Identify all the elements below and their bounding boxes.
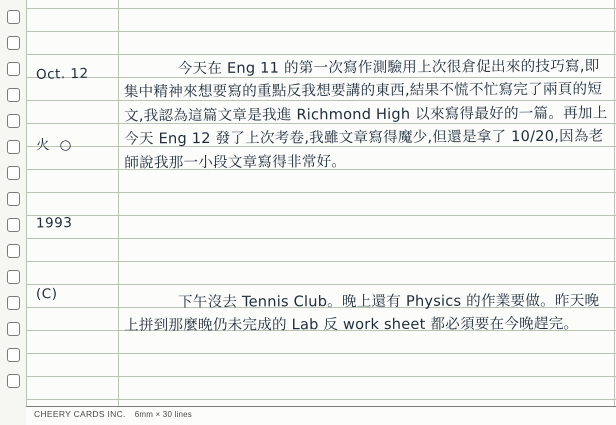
manufacturer-label: CHEERY CARDS INC. — [34, 409, 126, 419]
binding-hole — [7, 322, 20, 336]
entry-weekday-line: 火 ○ — [35, 136, 72, 153]
entry-paragraph: 下午沒去 Tennis Club。晚上還有 Physics 的作業要做。昨天晚上拼到那麼晚仍未完成的 Lab 反 work sheet 都必須要在今晚趕完。 — [124, 292, 600, 335]
binding-hole — [7, 114, 20, 128]
binding-hole — [7, 192, 20, 206]
binding-hole — [7, 270, 20, 284]
binding-hole — [7, 374, 20, 388]
binding-hole — [7, 218, 20, 232]
paragraph-spacer — [124, 220, 610, 243]
margin-rule-center — [118, 0, 119, 406]
margin-rule-right — [614, 0, 615, 406]
binding-hole — [7, 36, 20, 50]
binding-hole — [7, 244, 20, 258]
entry-year-line: 1993 — [35, 215, 73, 232]
entry-paragraph: 今天在 Eng 11 的第一次寫作測驗用上次很倉促出來的技巧寫,即集中精神來想要寫的重點反我想要講的東西,結果不慌不忙寫完了兩頁的短文,我認為這篇文章是我進 Richmond High 以來寫得最好的一篇。再加上今天 Eng 12 發了上次考卷,我雖文章寫得魔少,但還是拿了 10/20,因為老師說我那一小段文章寫得非常好。 — [123, 57, 608, 171]
binding-hole — [7, 10, 20, 24]
margin-rule-left — [26, 0, 27, 406]
entry-class-line: (C) — [35, 285, 58, 302]
binding-hole — [7, 140, 20, 154]
binding-hole — [7, 166, 20, 180]
entry-date-line: Oct. 12 — [35, 65, 89, 83]
binding-hole — [7, 62, 20, 76]
entry-body — [124, 9, 610, 383]
ruled-line — [26, 399, 616, 400]
footer-divider — [26, 406, 616, 407]
footer — [34, 409, 192, 419]
entry-date-block — [36, 16, 114, 353]
binding-hole — [7, 296, 20, 310]
binding-hole — [7, 88, 20, 102]
paper-spec-label: 6mm × 30 lines — [134, 410, 192, 419]
binding-hole — [7, 348, 20, 362]
